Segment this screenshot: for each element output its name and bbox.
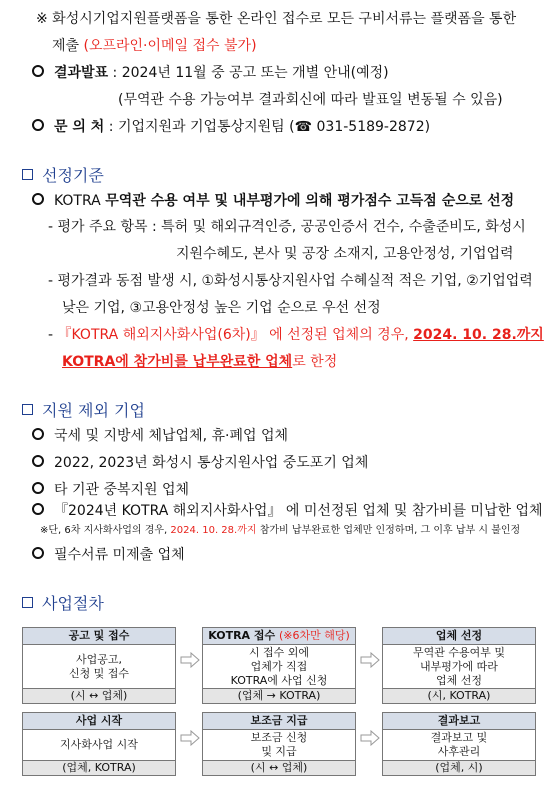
exclusion-heading: 지원 제외 기업: [22, 401, 145, 421]
square-bullet-icon: [22, 169, 33, 180]
phone-icon: ☎: [294, 119, 313, 135]
criteria-main: KOTRA 무역관 수용 여부 및 내부평가에 의해 평가점수 고득점 순으로 선정: [32, 192, 514, 210]
step-box-kotra-apply: [202, 627, 356, 704]
criteria-item-3-cont: KOTRA에 참가비를 납부완료한 업체로 한정: [62, 354, 338, 370]
notice-line-2: [52, 37, 257, 55]
notice-line-1: ※ 화성시기업지원플랫폼을 통한 온라인 접수로 모든 구비서류는 플랫폼을 통한: [36, 11, 517, 27]
criteria-item-2-cont: 낮은 기업, ③고용안정성 높은 기업 순으로 우선 선정: [62, 300, 381, 316]
right-arrow-icon: [360, 652, 380, 668]
step-box-selection: [382, 627, 536, 704]
result-subnote: (무역관 수용 가능여부 결과회신에 따라 발표일 변동될 수 있음): [118, 92, 503, 108]
criteria-item-2: - 평가결과 동점 발생 시, ①화성시통상지원사업 수혜실적 적은 기업, ②기업업력: [48, 273, 533, 289]
square-bullet-icon: [22, 597, 33, 608]
step-title: 사업 시작: [23, 713, 175, 730]
criteria-item-3: - 『KOTRA 해외지사화사업(6차)』 에 선정된 업체의 경우, 2024. 10. 28.까지: [48, 327, 544, 343]
square-bullet-icon: [22, 404, 33, 415]
result-announcement: [32, 64, 389, 82]
step-footer: (업체, KOTRA): [23, 760, 175, 775]
right-arrow-icon: [360, 730, 380, 746]
exclusion-note: ※단, 6차 지사화사업의 경우, 2024. 10. 28.까지 참가비 납부완료한 업체만 인정하며, 그 이후 납부 시 불인정: [40, 525, 521, 536]
step-title: 업체 선정: [383, 628, 535, 645]
step-box-subsidy: [202, 712, 356, 776]
step-body: 보조금 신청 및 지급: [250, 731, 308, 758]
step-footer: (업체, 시): [383, 760, 535, 775]
step-body: 사업공고, 신청 및 접수: [68, 652, 130, 680]
circle-bullet-icon: [32, 503, 44, 515]
circle-bullet-icon: [32, 547, 44, 559]
result-label: 결과발표: [54, 65, 109, 81]
exclusion-item: 타 기관 중복지원 업체: [32, 481, 189, 499]
step-title: 공고 및 접수: [23, 628, 175, 645]
step-footer: (시, KOTRA): [383, 688, 535, 703]
right-arrow-icon: [180, 652, 200, 668]
step-footer: (시 ↔ 업체): [203, 760, 355, 775]
circle-bullet-icon: [32, 428, 44, 440]
step-body: 결과보고 및 사후관리: [430, 731, 488, 758]
contact-line: [32, 118, 430, 136]
procedure-heading: 사업절차: [22, 594, 104, 614]
notice-offline-warning: (오프라인·이메일 접수 불가): [83, 38, 257, 54]
right-arrow-icon: [180, 730, 200, 746]
exclusion-item: 필수서류 미제출 업체: [32, 546, 185, 564]
contact-label: 문 의 처: [54, 119, 105, 135]
result-text: : 2024년 11월 중 공고 또는 개별 안내(예정): [108, 65, 389, 81]
step-body: 시 접수 외에 업체가 직접 KOTRA에 사업 신청: [230, 645, 328, 687]
step-box-start: [22, 712, 176, 776]
circle-bullet-icon: [32, 482, 44, 494]
step-body: 지사화사업 시작: [60, 738, 138, 751]
criteria-item-1: - 평가 주요 항목 : 특허 및 해외규격인증, 공공인증서 건수, 수출준비도, 화성시: [48, 219, 526, 235]
kotra-payment-text: KOTRA에 참가비를 납부완료한 업체: [62, 354, 293, 370]
circle-bullet-icon: [32, 65, 44, 77]
exclusion-item: 2022, 2023년 화성시 통상지원사업 중도포기 업체: [32, 454, 368, 472]
notice-submit-text: 제출: [52, 38, 84, 54]
step-box-report: [382, 712, 536, 776]
contact-text: : 기업지원과 기업통상지원팀 (: [104, 119, 295, 135]
step-footer: (시 ↔ 업체): [23, 688, 175, 703]
step-body: 무역관 수용여부 및 내부평가에 따라 업체 선정: [412, 645, 505, 687]
circle-bullet-icon: [32, 119, 44, 131]
circle-bullet-icon: [32, 193, 44, 205]
step-title: 결과보고: [383, 713, 535, 730]
deadline-text: 2024. 10. 28.까지: [413, 327, 544, 343]
step-footer: (업체 → KOTRA): [203, 688, 355, 703]
circle-bullet-icon: [32, 455, 44, 467]
step-box-announce: [22, 627, 176, 704]
contact-number: 031-5189-2872): [312, 119, 431, 135]
step-title: KOTRA 접수 (※6차만 해당): [203, 628, 355, 645]
criteria-item-1-cont: 지원수혜도, 본사 및 공장 소재지, 고용안정성, 기업업력: [176, 246, 514, 262]
criteria-heading: 선정기준: [22, 166, 104, 186]
exclusion-item: 『2024년 KOTRA 해외지사화사업』 에 미선정된 업체 및 참가비를 미납한 업체: [32, 502, 543, 520]
step-title: 보조금 지급: [203, 713, 355, 730]
exclusion-item: 국세 및 지방세 체납업체, 휴·폐업 업체: [32, 427, 288, 445]
